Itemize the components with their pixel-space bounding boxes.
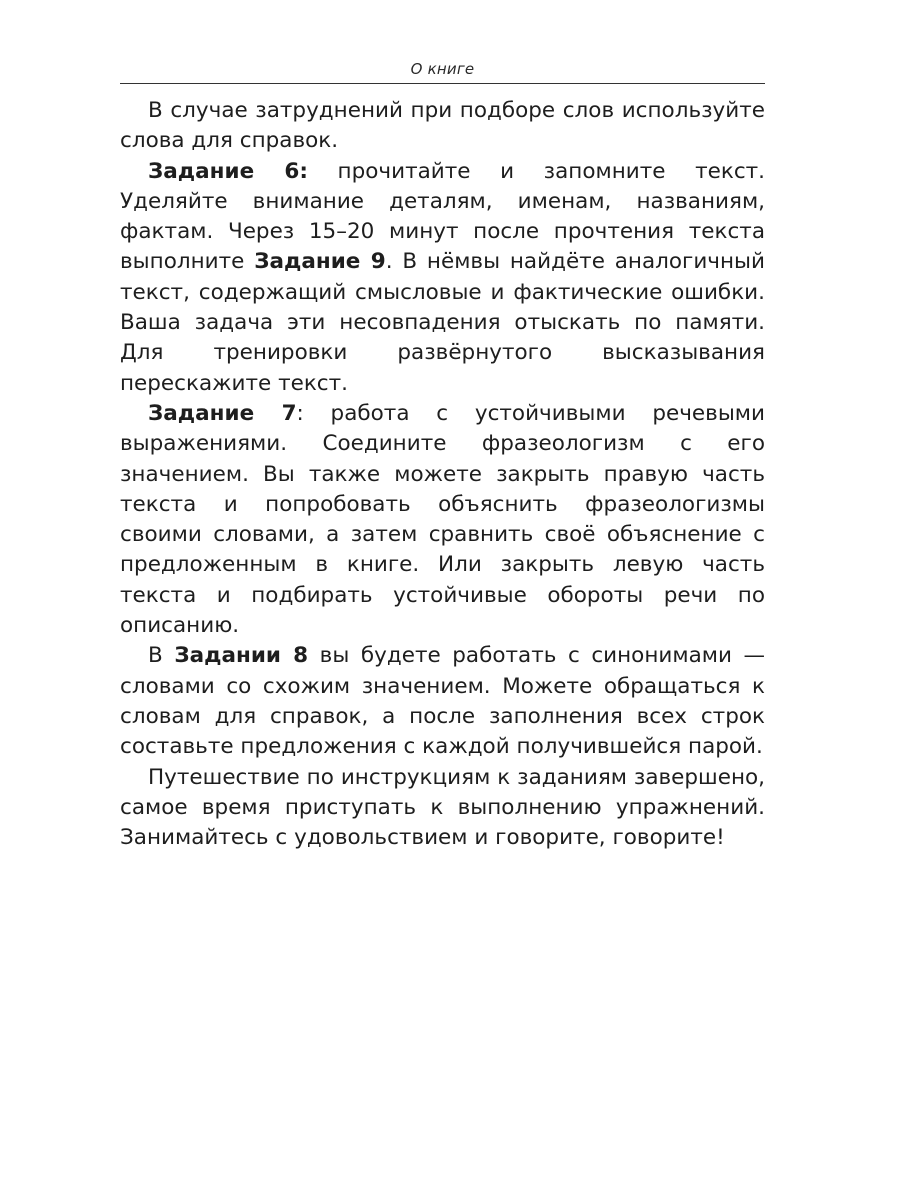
paragraph-3 (120, 399, 765, 641)
paragraph-1 (120, 96, 765, 157)
paragraph-3-text: : работа с устойчивыми речевыми выражениями. Соедините фразеологизм с его значением. Вы также можете закрыть правую часть текста и попробовать объяснить фразеологизмы своими словами, а затем сравнить своё объяснение с предложенным в книге. Или закрыть левую часть текста и подбирать устойчивые обороты речи по описанию. (120, 400, 765, 639)
running-head: О книге (410, 60, 475, 78)
header-rule (120, 83, 765, 84)
paragraph-2 (120, 157, 765, 399)
paragraph-2-text-1: прочитайте и запомните текст. Уделяйте внимание деталям, именам, названиям, фактам. Через 15–20 минут после прочтения текста выполните (120, 158, 765, 275)
paragraph-5-text: Путешествие по инструкциям к заданиям завершено, самое время приступать к выполнению упражнений. Занимайтесь с удовольствием и говорите, говорите! (120, 764, 765, 851)
paragraph-1-text: В случае затруднений при подборе слов используйте слова для справок. (120, 98, 765, 154)
paragraph-4-text-2: вы будете работать с синонимами — словами со схожим значением. Можете обращаться к словам для справок, а после заполнения всех строк составьте предложения с каждой получившейся парой. (120, 643, 765, 760)
paragraph-4-text-1: В (148, 643, 175, 669)
body-text (120, 96, 765, 853)
task-8-label: Задании 8 (174, 643, 309, 669)
paragraph-2-text-2: . В нёмвы найдёте аналогичный текст, содержащий смысловые и фактические ошибки. Ваша задача эти несовпадения отыскать по памяти. Для тренировки развёрнутого высказывания перескажите текст. (120, 249, 765, 396)
task-7-label: Задание 7 (148, 400, 297, 426)
task-9-label: Задание 9 (254, 249, 386, 275)
paragraph-5 (120, 763, 765, 854)
task-6-label: Задание 6: (148, 158, 308, 184)
paragraph-4 (120, 641, 765, 762)
